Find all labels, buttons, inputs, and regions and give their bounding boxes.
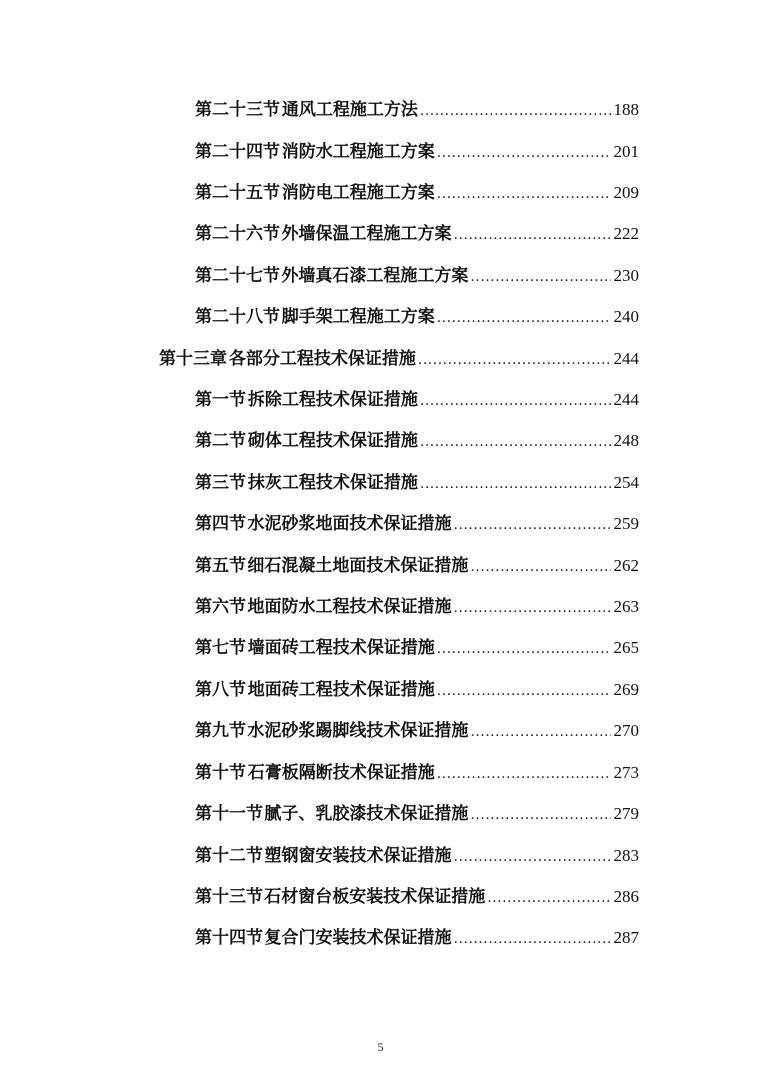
toc-entry-title: 消防电工程施工方案 [281,183,435,203]
toc-entry-title: 各部分工程技术保证措施 [228,349,416,369]
toc-entry-title: 砌体工程技术保证措施 [247,431,418,451]
toc-leader-dots [420,97,611,125]
toc-entry-page: 244 [613,390,639,409]
toc-entry-number: 第二十七节 [195,266,280,286]
toc-leader-dots [487,884,610,912]
toc-leader-dots [454,221,611,249]
toc-leader-dots [454,594,611,622]
toc-entry-page: 273 [613,763,639,782]
toc-entry-title: 水泥砂浆踢脚线技术保证措施 [247,721,469,741]
toc-entry-title: 通风工程施工方法 [281,100,418,120]
toc-entry-title: 外墙真石漆工程施工方案 [281,266,469,286]
toc-leader-dots [454,511,611,539]
toc-entry-page: 263 [613,597,639,616]
toc-entry-page: 240 [613,307,639,326]
toc-entry[interactable] [195,717,639,745]
toc-entry-page: 262 [613,556,639,575]
toc-entry-number: 第一节 [195,390,246,410]
toc-entry-number: 第十三节 [195,887,263,907]
toc-leader-dots [420,387,611,415]
toc-entry-page: 270 [613,721,639,740]
toc-leader-dots [470,263,610,291]
toc-entry-page: 230 [613,266,639,285]
toc-entry[interactable] [195,303,639,331]
toc-entry-title: 拆除工程技术保证措施 [247,390,418,410]
toc-entry-page: 248 [613,431,639,450]
toc-entry[interactable] [195,386,639,414]
toc-entry[interactable] [195,138,639,166]
toc-entry-page: 188 [613,100,639,119]
toc-entry[interactable] [195,510,639,538]
toc-entry-title: 消防水工程施工方案 [281,142,435,162]
toc-entry-number: 第十二节 [195,846,263,866]
toc-leader-dots [470,801,610,829]
toc-entry-number: 第五节 [195,556,246,576]
toc-entry-number: 第六节 [195,597,246,617]
toc-entry-number: 第十一节 [195,804,263,824]
toc-entry-page: 244 [613,349,639,368]
toc-entry[interactable] [195,96,639,124]
toc-leader-dots [437,635,611,663]
toc-entry[interactable] [195,634,639,662]
toc-leader-dots [437,304,611,332]
toc-entry[interactable] [195,220,639,248]
toc-leader-dots [454,925,611,953]
toc-leader-dots [420,428,611,456]
toc-entry-page: 201 [613,142,639,161]
toc-entry-title: 细石混凝土地面技术保证措施 [247,556,469,576]
toc-leader-dots [454,843,611,871]
toc-entry-page: 209 [613,183,639,202]
toc-entry[interactable] [195,262,639,290]
toc-entry-number: 第二十五节 [195,183,280,203]
toc-entry-title: 外墙保温工程施工方案 [281,224,452,244]
toc-entry[interactable] [195,427,639,455]
toc-entry[interactable] [195,179,639,207]
toc-entry-number: 第二十八节 [195,307,280,327]
toc-entry-page: 254 [613,473,639,492]
toc-entry-number: 第二十四节 [195,142,280,162]
toc-entry[interactable] [195,924,639,952]
toc-entry-page: 287 [613,928,639,947]
toc-entry-page: 279 [613,804,639,823]
toc-entry-page: 286 [613,887,639,906]
toc-leader-dots [418,346,611,374]
toc-entry-number: 第十节 [195,763,246,783]
toc-entry-page: 283 [613,846,639,865]
toc-leader-dots [420,470,611,498]
toc-entry[interactable] [195,883,639,911]
toc-entry-title: 地面防水工程技术保证措施 [247,597,452,617]
toc-entry[interactable] [195,552,639,580]
toc-leader-dots [470,718,610,746]
toc-entry-title: 抹灰工程技术保证措施 [247,473,418,493]
toc-entry-number: 第十四节 [195,928,263,948]
toc-entry-number: 第二十六节 [195,224,280,244]
toc-chapter-entry[interactable] [159,345,639,373]
toc-leader-dots [437,180,611,208]
toc-entry-title: 墙面砖工程技术保证措施 [247,638,435,658]
toc-entry[interactable] [195,842,639,870]
toc-entry[interactable] [195,469,639,497]
toc-entry-number: 第七节 [195,638,246,658]
toc-entry-title: 地面砖工程技术保证措施 [247,680,435,700]
toc-entry-page: 222 [613,224,639,243]
toc-entry-title: 脚手架工程施工方案 [281,307,435,327]
toc-entry[interactable] [195,800,639,828]
toc-leader-dots [470,553,610,581]
toc-entry-number: 第八节 [195,680,246,700]
toc-entry-page: 269 [613,680,639,699]
toc-entry[interactable] [195,593,639,621]
toc-entry-title: 复合门安装技术保证措施 [264,928,452,948]
toc-entry-title: 水泥砂浆地面技术保证措施 [247,514,452,534]
toc-entry-number: 第十三章 [159,349,227,369]
toc-entry-number: 第二十三节 [195,100,280,120]
toc-entry-page: 259 [613,514,639,533]
page-number: 5 [377,1040,384,1054]
toc-entry-number: 第三节 [195,473,246,493]
toc-entry-number: 第二节 [195,431,246,451]
toc-entry-number: 第九节 [195,721,246,741]
toc-leader-dots [437,677,611,705]
toc-entry-page: 265 [613,638,639,657]
toc-entry-title: 腻子、乳胶漆技术保证措施 [264,804,469,824]
toc-leader-dots [437,139,611,167]
toc-entry-title: 石材窗台板安装技术保证措施 [264,887,486,907]
toc-entry-title: 塑钢窗安装技术保证措施 [264,846,452,866]
toc-entry-title: 石膏板隔断技术保证措施 [247,763,435,783]
toc-entry-number: 第四节 [195,514,246,534]
toc-leader-dots [437,760,611,788]
toc-entry[interactable] [195,676,639,704]
toc-entry[interactable] [195,759,639,787]
